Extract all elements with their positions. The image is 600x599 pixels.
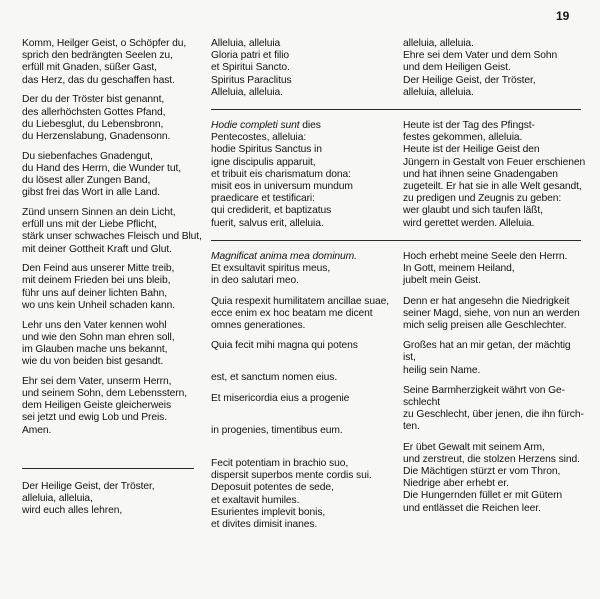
alleluia-german [403, 38, 557, 99]
magnificat-latin-line: Esurientes implevit bonis, [211, 506, 326, 518]
hymn-line: sei jetzt und ewig Lob und Preis. [22, 412, 167, 424]
hymn-line: gibst frei das Wort in alle Land. [22, 187, 160, 199]
alleluia-latin-line: Spiritus Paraclitus [211, 74, 292, 86]
hymn-divider [22, 468, 194, 469]
hodie-latin-line: et tribuit eis charismatum dona: [211, 168, 351, 180]
page-number: 19 [556, 9, 570, 23]
magnificat-german-line: Die Hungernden füllet er mit Gütern [403, 490, 563, 502]
hodie-german-line: und hat ihnen seine Gnadengaben [403, 168, 558, 180]
alleluia-german-line: und dem Heiligen Geist. [403, 62, 511, 74]
hodie-german-line: zugeteilt. Er hat sie in alle Welt gesandt, [403, 181, 582, 193]
magnificat-latin-line: Quia fecit mihi magna qui potens [211, 340, 358, 352]
magnificat-latin-line: est, et sanctum nomen eius. [211, 372, 338, 384]
hymn-line: Lehr uns den Vater kennen wohl [22, 319, 167, 331]
alleluia-german-line: Der Heilige Geist, der Tröster, [403, 74, 536, 86]
hymn-line: Zünd unsern Sinnen an dein Licht, [22, 206, 176, 218]
hymn-stanza [22, 320, 202, 369]
magnificat-german-line: Seine Barmherzigkeit währt von Ge- [403, 384, 565, 396]
hymn-line: dem Heiligen Geiste gleicherweis [22, 400, 172, 412]
magnificat-latin-line: Fecit potentiam in brachio suo, [211, 458, 349, 470]
alleluia-german-line: alleluia, alleluia. [403, 38, 474, 49]
magnificat-latin-line: in deo salutari meo. [211, 275, 299, 287]
hymn-line: erfüll uns mit der Liebe Pflicht, [22, 219, 157, 231]
hymn-line: erfüll mit Gnaden, süßer Gast, [22, 62, 157, 74]
hymn-line: du Liebesglut, du Lebensbronn, [22, 118, 164, 130]
hymn-stanza [22, 207, 202, 256]
hymn-line: sprich den bedrängten Seelen zu, [22, 50, 173, 62]
magnificat-german-line: Er übet Gewalt mit seinem Arm, [403, 441, 545, 453]
magnificat-german-line: seiner Magd, siehe, von nun an werden [403, 307, 580, 319]
magnificat-incipit: Magnificat anima mea dominum. [211, 251, 357, 262]
magnificat-german-line: jubelt mein Geist. [403, 275, 481, 287]
magnificat-latin-line: dispersit superbos mente cordis sui. [211, 470, 372, 482]
magnificat-german [403, 251, 584, 515]
alleluia-latin-line: Gloria patri et filio [211, 50, 290, 62]
hodie-german [403, 120, 585, 230]
hymn-footer-line: Der Heilige Geist, der Tröster, [22, 481, 155, 492]
magnificat-latin [211, 251, 389, 531]
hymn-line: du Hand des Herrn, die Wunder tut, [22, 162, 181, 174]
hymn-line: wie du von beiden bist gesandt. [22, 356, 164, 368]
magnificat-german-line: Die Mächtigen stürzt er vom Thron, [403, 466, 561, 478]
magnificat-latin-line: Quia respexit humilitatem ancillae suae, [211, 295, 390, 307]
alleluia-latin [211, 38, 292, 99]
hymn-stanza [22, 94, 202, 143]
magnificat-german-line: und zerstreut, die stolzen Herzens sind. [403, 453, 580, 465]
hymn-stanza [22, 38, 202, 87]
hodie-german-line: wer glaubt und sich taufen läßt, [403, 205, 543, 217]
hodie-latin-line: fuerit, salvus erit, alleluia. [211, 217, 324, 229]
hodie-incipit: Hodie completi sunt [211, 120, 300, 131]
hymn-stanza [22, 376, 202, 437]
magnificat-latin-line: ecce enim ex hoc beatam me dicent [211, 307, 373, 319]
hymn-line: Der du der Tröster bist genannt, [22, 94, 165, 106]
hymn-line: mit deinem Frieden bei uns bleib, [22, 275, 171, 287]
section-divider-2 [211, 240, 581, 241]
hodie-german-line: Heute ist der Heilige Geist den [403, 144, 540, 156]
magnificat-german-line: heilig sein Name. [403, 364, 481, 376]
hymn-line: Den Feind aus unserer Mitte treib, [22, 263, 175, 275]
hymn-line: im Glauben mache uns bekannt, [22, 343, 168, 355]
magnificat-latin-line: Et misericordia eius a progenie [211, 392, 350, 404]
hodie-incipit-rest: dies [299, 120, 321, 131]
hodie-german-line: Jüngern in Gestalt von Feuer erschienen [403, 156, 586, 168]
hymn-line: führ uns auf deiner lichten Bahn, [22, 287, 167, 299]
magnificat-german-line: Großes hat an mir getan, der mächtig [403, 340, 571, 352]
hymn-footer-line: wird euch alles lehren, [22, 505, 123, 517]
magnificat-german-line: mich selig preisen alle Geschlechter. [403, 320, 567, 332]
alleluia-german-line: alleluia, alleluia. [403, 86, 474, 98]
hodie-german-line: Heute ist der Tag des Pfingst- [403, 120, 535, 131]
alleluia-latin-line: et Spiritui Sancto. [211, 62, 290, 74]
magnificat-german-line: Niedrige aber erhebt er. [403, 478, 509, 490]
hodie-latin-line: qui crediderit, et baptizatus [211, 205, 332, 217]
alleluia-german-line: Ehre sei dem Vater und dem Sohn [403, 50, 558, 62]
hodie-latin-line: hodie Spiritus Sanctus in [211, 144, 322, 156]
hymn-line: und wie den Sohn man ehren soll, [22, 331, 175, 343]
magnificat-german-line: schlecht [403, 397, 440, 409]
hymn-stanza [22, 151, 202, 200]
magnificat-latin-line: et exaltavit humiles. [211, 494, 300, 506]
hymn-line: stärk unser schwaches Fleisch und Blut, [22, 231, 202, 243]
hymn-line: des allerhöchsten Gottes Pfand, [22, 106, 166, 118]
hymn-text [22, 38, 202, 437]
hymn-stanza [22, 263, 202, 312]
hodie-latin [211, 120, 353, 230]
hymn-line: du Herzenslabung, Gnadensonn. [22, 130, 171, 142]
hymn-line: Ehr sei dem Vater, unserm Herrn, [22, 375, 172, 387]
hymn-line: mit deiner Gottheit Kraft und Glut. [22, 243, 172, 255]
magnificat-german-line: ten. [403, 421, 420, 433]
hodie-latin-line: igne discipulis apparuit, [211, 156, 316, 168]
magnificat-latin-line: Et exsultavit spiritus meus, [211, 263, 331, 275]
magnificat-german-line: ist, [403, 352, 416, 364]
hymn-footer [22, 481, 155, 518]
alleluia-latin-line: Alleluia, alleluia. [211, 86, 283, 98]
hymn-line: wo uns kein Unheil schaden kann. [22, 299, 176, 311]
magnificat-latin-line: in progenies, timentibus eum. [211, 424, 343, 436]
hodie-latin-line: praedicare et testificari: [211, 193, 315, 205]
magnificat-latin-line: et divites dimisit inanes. [211, 519, 318, 531]
alleluia-latin-line: Alleluia, alleluia [211, 38, 281, 49]
hymn-line: Du siebenfaches Gnadengut, [22, 150, 153, 162]
magnificat-german-line: Denn er hat angesehn die Niedrigkeit [403, 295, 570, 307]
hymn-line: das Herz, das du geschaffen hast. [22, 74, 175, 86]
magnificat-german-line: und entlässet die Reichen leer. [403, 502, 541, 514]
hodie-latin-line: Pentecostes, alleluia: [211, 132, 307, 144]
magnificat-german-line: Hoch erhebt meine Seele den Herrn. [403, 251, 568, 262]
hymn-line: du lösest aller Zungen Band, [22, 175, 151, 187]
hymn-footer-line: alleluia, alleluia, [22, 493, 93, 505]
section-divider-1 [211, 109, 581, 110]
magnificat-german-line: zu Geschlecht, über jenen, die ihn fürch- [403, 409, 584, 421]
hymn-line: Amen. [22, 424, 52, 436]
hodie-german-line: wird gerettet werden. Alleluia. [403, 217, 535, 229]
magnificat-german-line: In Gott, meinem Heiland, [403, 263, 515, 275]
hodie-german-line: zu predigen und Zeugnis zu geben: [403, 193, 562, 205]
hymn-line: Komm, Heilger Geist, o Schöpfer du, [22, 38, 187, 49]
magnificat-latin-line: omnes generationes. [211, 320, 306, 332]
magnificat-latin-line: Deposuit potentes de sede, [211, 482, 334, 494]
hymn-line: und seinem Sohn, dem Lebensstern, [22, 388, 187, 400]
hodie-german-line: festes gekommen, alleluia. [403, 132, 523, 144]
hodie-latin-line: misit eos in universum mundum [211, 181, 353, 193]
